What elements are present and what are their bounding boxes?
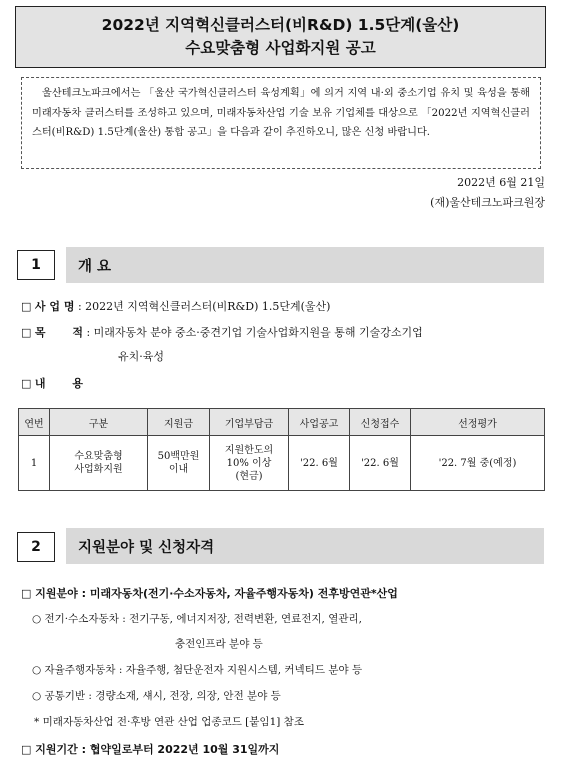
table-header-row	[19, 409, 545, 436]
project-name-line	[21, 298, 330, 314]
col-header-type: 구분	[50, 409, 148, 436]
support-field-value: 미래자동차(전기·수소자동차, 자율주행자동차) 전후방연관*산업	[89, 587, 398, 600]
project-name-value: : 2022년 지역혁신클러스터(비R&D) 1.5단계(울산)	[77, 300, 331, 313]
issuing-organization: (재)울산테크노파크원장	[430, 196, 545, 209]
support-table	[18, 408, 545, 491]
col-header-eval: 선정평가	[411, 409, 545, 436]
support-item-text: 자율주행자동차 : 자율주행, 첨단운전자 지원시스템, 커넥티드 분야 등	[44, 664, 363, 676]
circle-bullet: ○	[32, 613, 42, 625]
bullet-square: □	[21, 377, 32, 390]
support-item-cont: 충전인프라 분야 등	[175, 638, 263, 650]
section-2-title: 지원분야 및 신청자격	[66, 528, 544, 564]
support-item-text: 공통기반 : 경량소재, 섀시, 전장, 의장, 안전 분야 등	[44, 690, 281, 702]
announcement-title	[15, 6, 546, 68]
support-item-text: 전기·수소자동차 : 전기구동, 에너지저장, 전력변환, 연료전지, 열관리,	[44, 613, 362, 625]
circle-bullet: ○	[32, 690, 42, 702]
purpose-line	[21, 324, 423, 340]
content-line	[21, 375, 83, 391]
cell-fund	[148, 436, 210, 491]
cell-burden	[210, 436, 289, 491]
bullet-square: □	[21, 300, 32, 313]
purpose-value: : 미래자동차 분야 중소·중견기업 기술사업화지원을 통해 기술강소기업	[86, 326, 423, 339]
cell-type-line: 수요맞춤형	[74, 451, 123, 462]
title-line-2: 수요맞춤형 사업화지원 공고	[185, 39, 376, 57]
cell-burden-line: (현금)	[235, 470, 263, 482]
cell-type	[50, 436, 148, 491]
col-header-fund: 지원금	[148, 409, 210, 436]
cell-eval: '22. 7월 중(예정)	[411, 436, 545, 491]
cell-fund-line: 이내	[168, 464, 189, 475]
col-header-apply: 신청접수	[350, 409, 411, 436]
support-item	[32, 688, 281, 703]
industry-code-note: * 미래자동차산업 전·후방 연관 산업 업종코드 [붙임1] 참조	[34, 716, 304, 728]
content-label: 내 용	[34, 377, 83, 390]
cell-no: 1	[19, 436, 50, 491]
table-row	[19, 436, 545, 491]
cell-notice: '22. 6월	[289, 436, 350, 491]
bullet-square: □	[21, 743, 32, 756]
cell-type-line: 사업화지원	[74, 464, 123, 475]
cell-burden-line: 10% 이상	[226, 457, 272, 469]
cell-apply: '22. 6월	[350, 436, 411, 491]
col-header-notice: 사업공고	[289, 409, 350, 436]
section-1-title: 개 요	[66, 247, 544, 283]
support-period-value: 협약일로부터 2022년 10월 31일까지	[89, 743, 280, 756]
intro-paragraph: 울산테크노파크에서는 「울산 국가혁신클러스터 육성계획」에 의거 지역 내·외 중소기업 유치 및 육성을 통해 미래자동차 클러스터를 조성하고 있으며, 미래자동차산업 기술 보유 기업체를 대상으로 「2022년 지역혁신클러스터(비R&D) 1.5단계(울산) 통합 공고」을 다음과 같이 추진하오니, 많은 신청 바랍니다.	[21, 77, 541, 169]
support-item	[32, 611, 362, 626]
support-field-line	[21, 585, 398, 601]
support-period-label: 지원기간 :	[35, 743, 86, 756]
support-item	[32, 662, 362, 677]
circle-bullet: ○	[32, 664, 42, 676]
support-period-line	[21, 741, 279, 757]
purpose-label: 목 적	[34, 326, 83, 339]
bullet-square: □	[21, 326, 32, 339]
support-field-label: 지원분야 :	[35, 587, 86, 600]
section-2-number: 2	[17, 532, 55, 562]
announcement-date: 2022년 6월 21일	[457, 176, 545, 189]
col-header-burden: 기업부담금	[210, 409, 289, 436]
bullet-square: □	[21, 587, 32, 600]
project-name-label: 사 업 명	[34, 300, 75, 313]
col-header-no: 연번	[19, 409, 50, 436]
title-line-1: 2022년 지역혁신클러스터(비R&D) 1.5단계(울산)	[101, 16, 460, 34]
cell-burden-line: 지원한도의	[224, 444, 274, 456]
cell-fund-line: 50백만원	[157, 451, 200, 462]
section-1-number: 1	[17, 250, 55, 280]
purpose-value-cont: 유치·육성	[118, 350, 165, 363]
